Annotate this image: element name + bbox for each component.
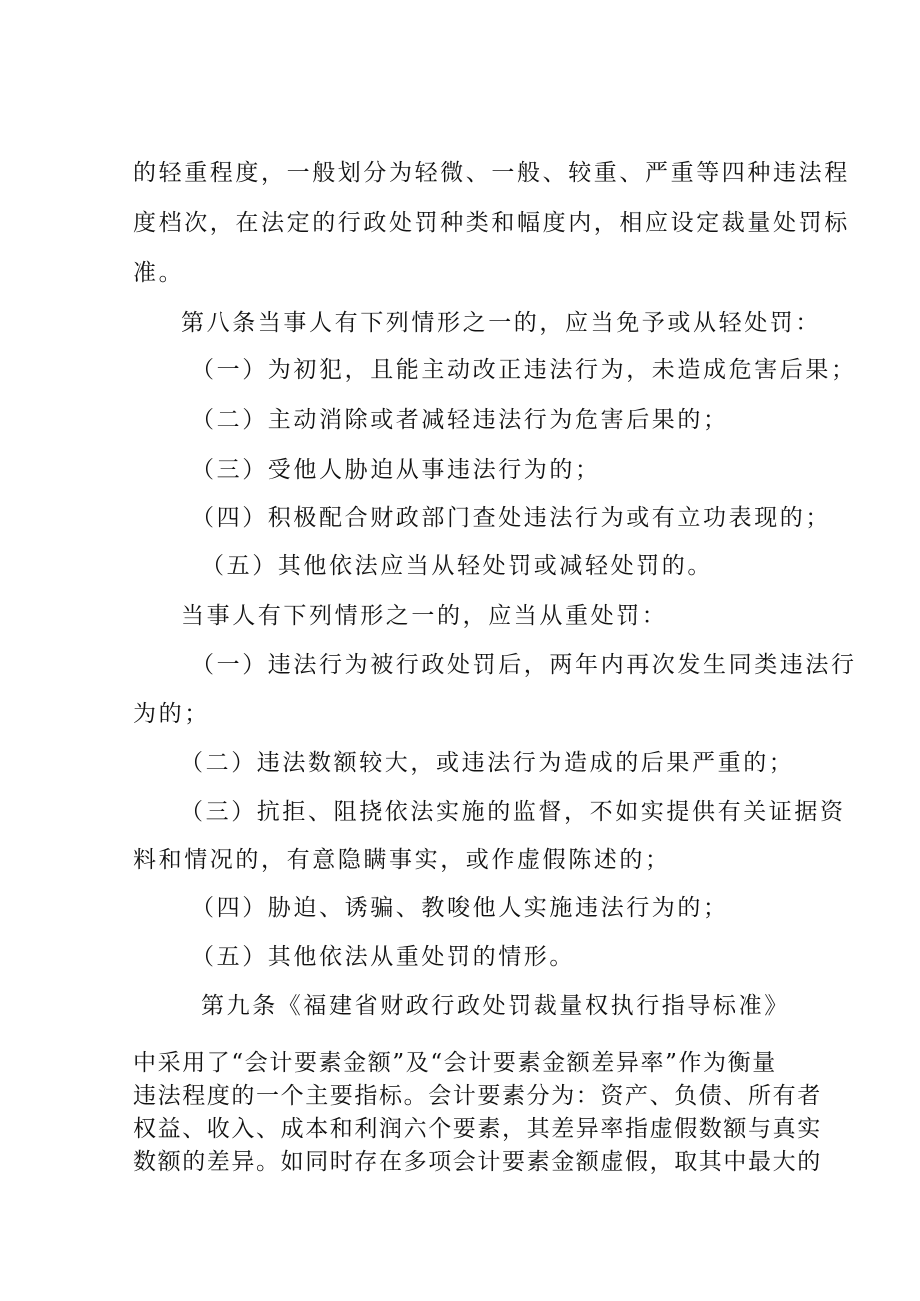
list-item: （五）其他依法从重处罚的情形。 [191,944,575,970]
text-line: 料和情况的，有意隐瞒事实，或作虚假陈述的； [133,847,671,873]
article-8-heading: 第八条当事人有下列情形之一的，应当免予或从轻处罚： [181,310,821,336]
text-line: 违法程度的一个主要指标。会计要素分为：资产、负债、所有者 [133,1083,822,1109]
list-item: （四）积极配合财政部门查处违法行为或有立功表现的； [191,505,831,531]
list-item: （三）抗拒、阻挠依法实施的监督，不如实提供有关证据资 [180,799,846,825]
text-line: 中采用了“会计要素金额”及“会计要素金额差异率”作为衡量 [133,1050,777,1076]
list-item: （一）违法行为被行政处罚后，两年内再次发生同类违法行 [191,652,857,678]
list-item: （二）违法数额较大，或违法行为造成的后果严重的； [180,750,795,776]
list-item: （五）其他依法应当从轻处罚或减轻处罚的。 [201,553,713,579]
text-line: 度档次，在法定的行政处罚种类和幅度内，相应设定裁量处罚标 [133,210,850,236]
list-item: （三）受他人胁迫从事违法行为的； [191,457,601,483]
list-item: （一）为初犯，且能主动改正违法行为，未造成危害后果； [191,357,857,383]
text-line: 为的； [133,701,210,727]
list-item: （四）胁迫、诱骗、教唆他人实施违法行为的； [191,895,729,921]
text-line: 准。 [133,260,185,286]
article-9-heading: 第九条《福建省财政行政处罚裁量权执行指导标准》 [201,993,790,1019]
text-line: 权益、收入、成本和利润六个要素，其差异率指虚假数额与真实 [133,1116,822,1142]
text-line: 当事人有下列情形之一的，应当从重处罚： [181,603,668,629]
text-line: 的轻重程度，一般划分为轻微、一般、较重、严重等四种违法程 [133,160,850,186]
text-line: 数额的差异。如同时存在多项会计要素金额虚假，取其中最大的 [133,1149,822,1175]
list-item: （二）主动消除或者减轻违法行为危害后果的； [191,407,729,433]
